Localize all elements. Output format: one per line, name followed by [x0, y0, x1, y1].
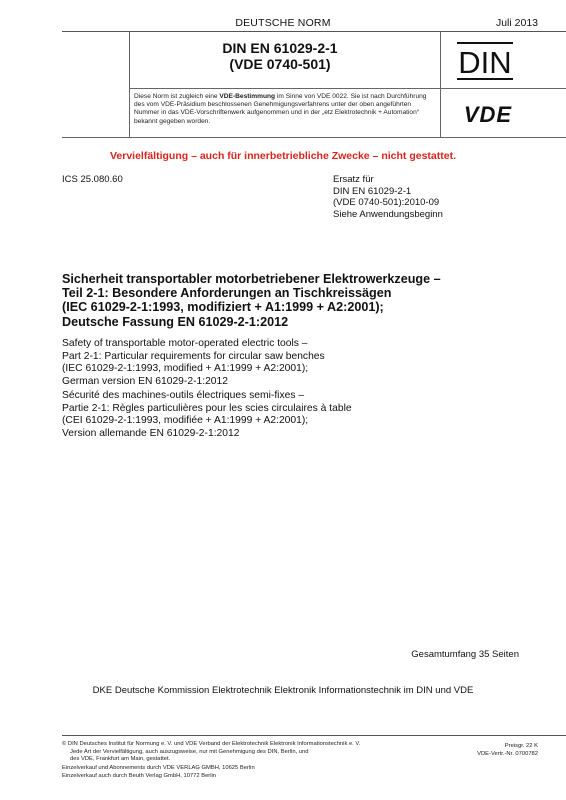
header-box-bottom-rule — [62, 137, 566, 138]
title-french — [62, 390, 532, 440]
price-group: Preisgr. 22 K — [504, 743, 538, 749]
footer-price — [477, 743, 538, 758]
publication-date: Juli 2013 — [495, 17, 538, 29]
vde-logo-text: VDE — [463, 102, 513, 127]
total-pages: Gesamtumfang 35 Seiten — [411, 649, 519, 660]
vde-notice-bold: VDE-Bestimmung — [219, 93, 276, 100]
norm-number — [130, 40, 430, 72]
title-french-line: Version allemande EN 61029-2-1:2012 — [62, 427, 240, 439]
ics-code: ICS 25.080.60 — [62, 174, 123, 185]
replaces-line: DIN EN 61029-2-1 — [333, 185, 412, 197]
replaces-line: Siehe Anwendungsbeginn — [333, 208, 443, 220]
din-logo — [455, 40, 515, 82]
title-german-line: (IEC 61029-2-1:1993, modifiziert + A1:1999 + A2:2001); — [62, 300, 384, 315]
title-english-line: (IEC 61029-2-1:1993, modified + A1:1999 + A2:2001); — [62, 363, 309, 374]
footer-copyright — [62, 741, 452, 781]
footer-copyright-line: Jede Art der Vervielfältigung, auch auszugsweise, nur mit Genehmigung des DIN, Berlin, und — [70, 748, 309, 755]
replaces-line: Ersatz für — [333, 174, 374, 185]
document-type: DEUTSCHE NORM — [235, 17, 331, 29]
header-rule — [62, 31, 566, 32]
title-german-line: Sicherheit transportabler motorbetriebener Elektrowerkzeuge – — [62, 272, 441, 286]
title-german — [62, 272, 532, 329]
header-box-divider-right — [440, 32, 441, 137]
vde-logo — [450, 101, 526, 127]
replaces-line: (VDE 0740-501):2010-09 — [333, 197, 440, 208]
norm-number-line-2: (VDE 0740-501) — [229, 56, 331, 72]
title-english-line: Safety of transportable motor-operated electric tools – — [62, 338, 308, 349]
title-french-line: (CEI 61029-2-1:1993, modifiée + A1:1999 + A2:2001); — [62, 415, 309, 426]
title-english-line: German version EN 61029-2-1:2012 — [62, 375, 228, 387]
copy-warning: Vervielfältigung – auch für innerbetriebliche Zwecke – nicht gestattet. — [109, 150, 456, 162]
footer-copyright-line: des VDE, Frankfurt am Main, gestattet. — [70, 756, 171, 763]
vde-notice-rest: im Sinne von VDE 0022. Sie ist nach Durchführung des vom VDE-Präsidium beschlossenen Genehmigungsverfahrens unter der oben angeführten Nummer in das VDE-Vorschriftenwerk aufgenommen und in der „etz Elektrotechnik + Automation“ bekannt gegeben worden. — [134, 93, 427, 125]
vde-notice — [134, 93, 434, 126]
vde-notice-prefix: Diese Norm ist zugleich eine — [134, 93, 220, 100]
dke-line: DKE Deutsche Kommission Elektrotechnik Elektronik Informationstechnik im DIN und VDE — [92, 685, 474, 696]
title-german-line: Deutsche Fassung EN 61029-2-1:2012 — [62, 314, 289, 329]
title-german-line: Teil 2-1: Besondere Anforderungen an Tischkreissägen — [62, 286, 392, 301]
replaces-block — [333, 174, 443, 220]
header-box-divider-middle — [129, 88, 566, 89]
din-logo-text: DIN — [458, 45, 512, 80]
footer-rule — [62, 735, 566, 736]
footer-copyright-line: © DIN Deutsches Institut für Normung e. V. und VDE Verband der Elektrotechnik Elektronik Informationstechnik e. V. — [62, 741, 361, 747]
title-english-line: Part 2-1: Particular requirements for circular saw benches — [62, 350, 325, 362]
title-french-line: Partie 2-1: Règles particulières pour les scies circulaires à table — [62, 402, 352, 414]
footer-sales-line: Einzelverkauf auch durch Beuth Verlag GmbH, 10772 Berlin — [62, 773, 217, 780]
title-french-line: Sécurité des machines-outils électriques semi-fixes – — [62, 390, 305, 401]
footer-sales-line: Einzelverkauf und Abonnements durch VDE VERLAG GMBH, 10625 Berlin — [62, 764, 255, 771]
norm-number-line-1: DIN EN 61029-2-1 — [222, 40, 338, 56]
title-english — [62, 338, 532, 388]
vde-order-number: VDE-Vertr.-Nr. 0700782 — [477, 750, 538, 757]
